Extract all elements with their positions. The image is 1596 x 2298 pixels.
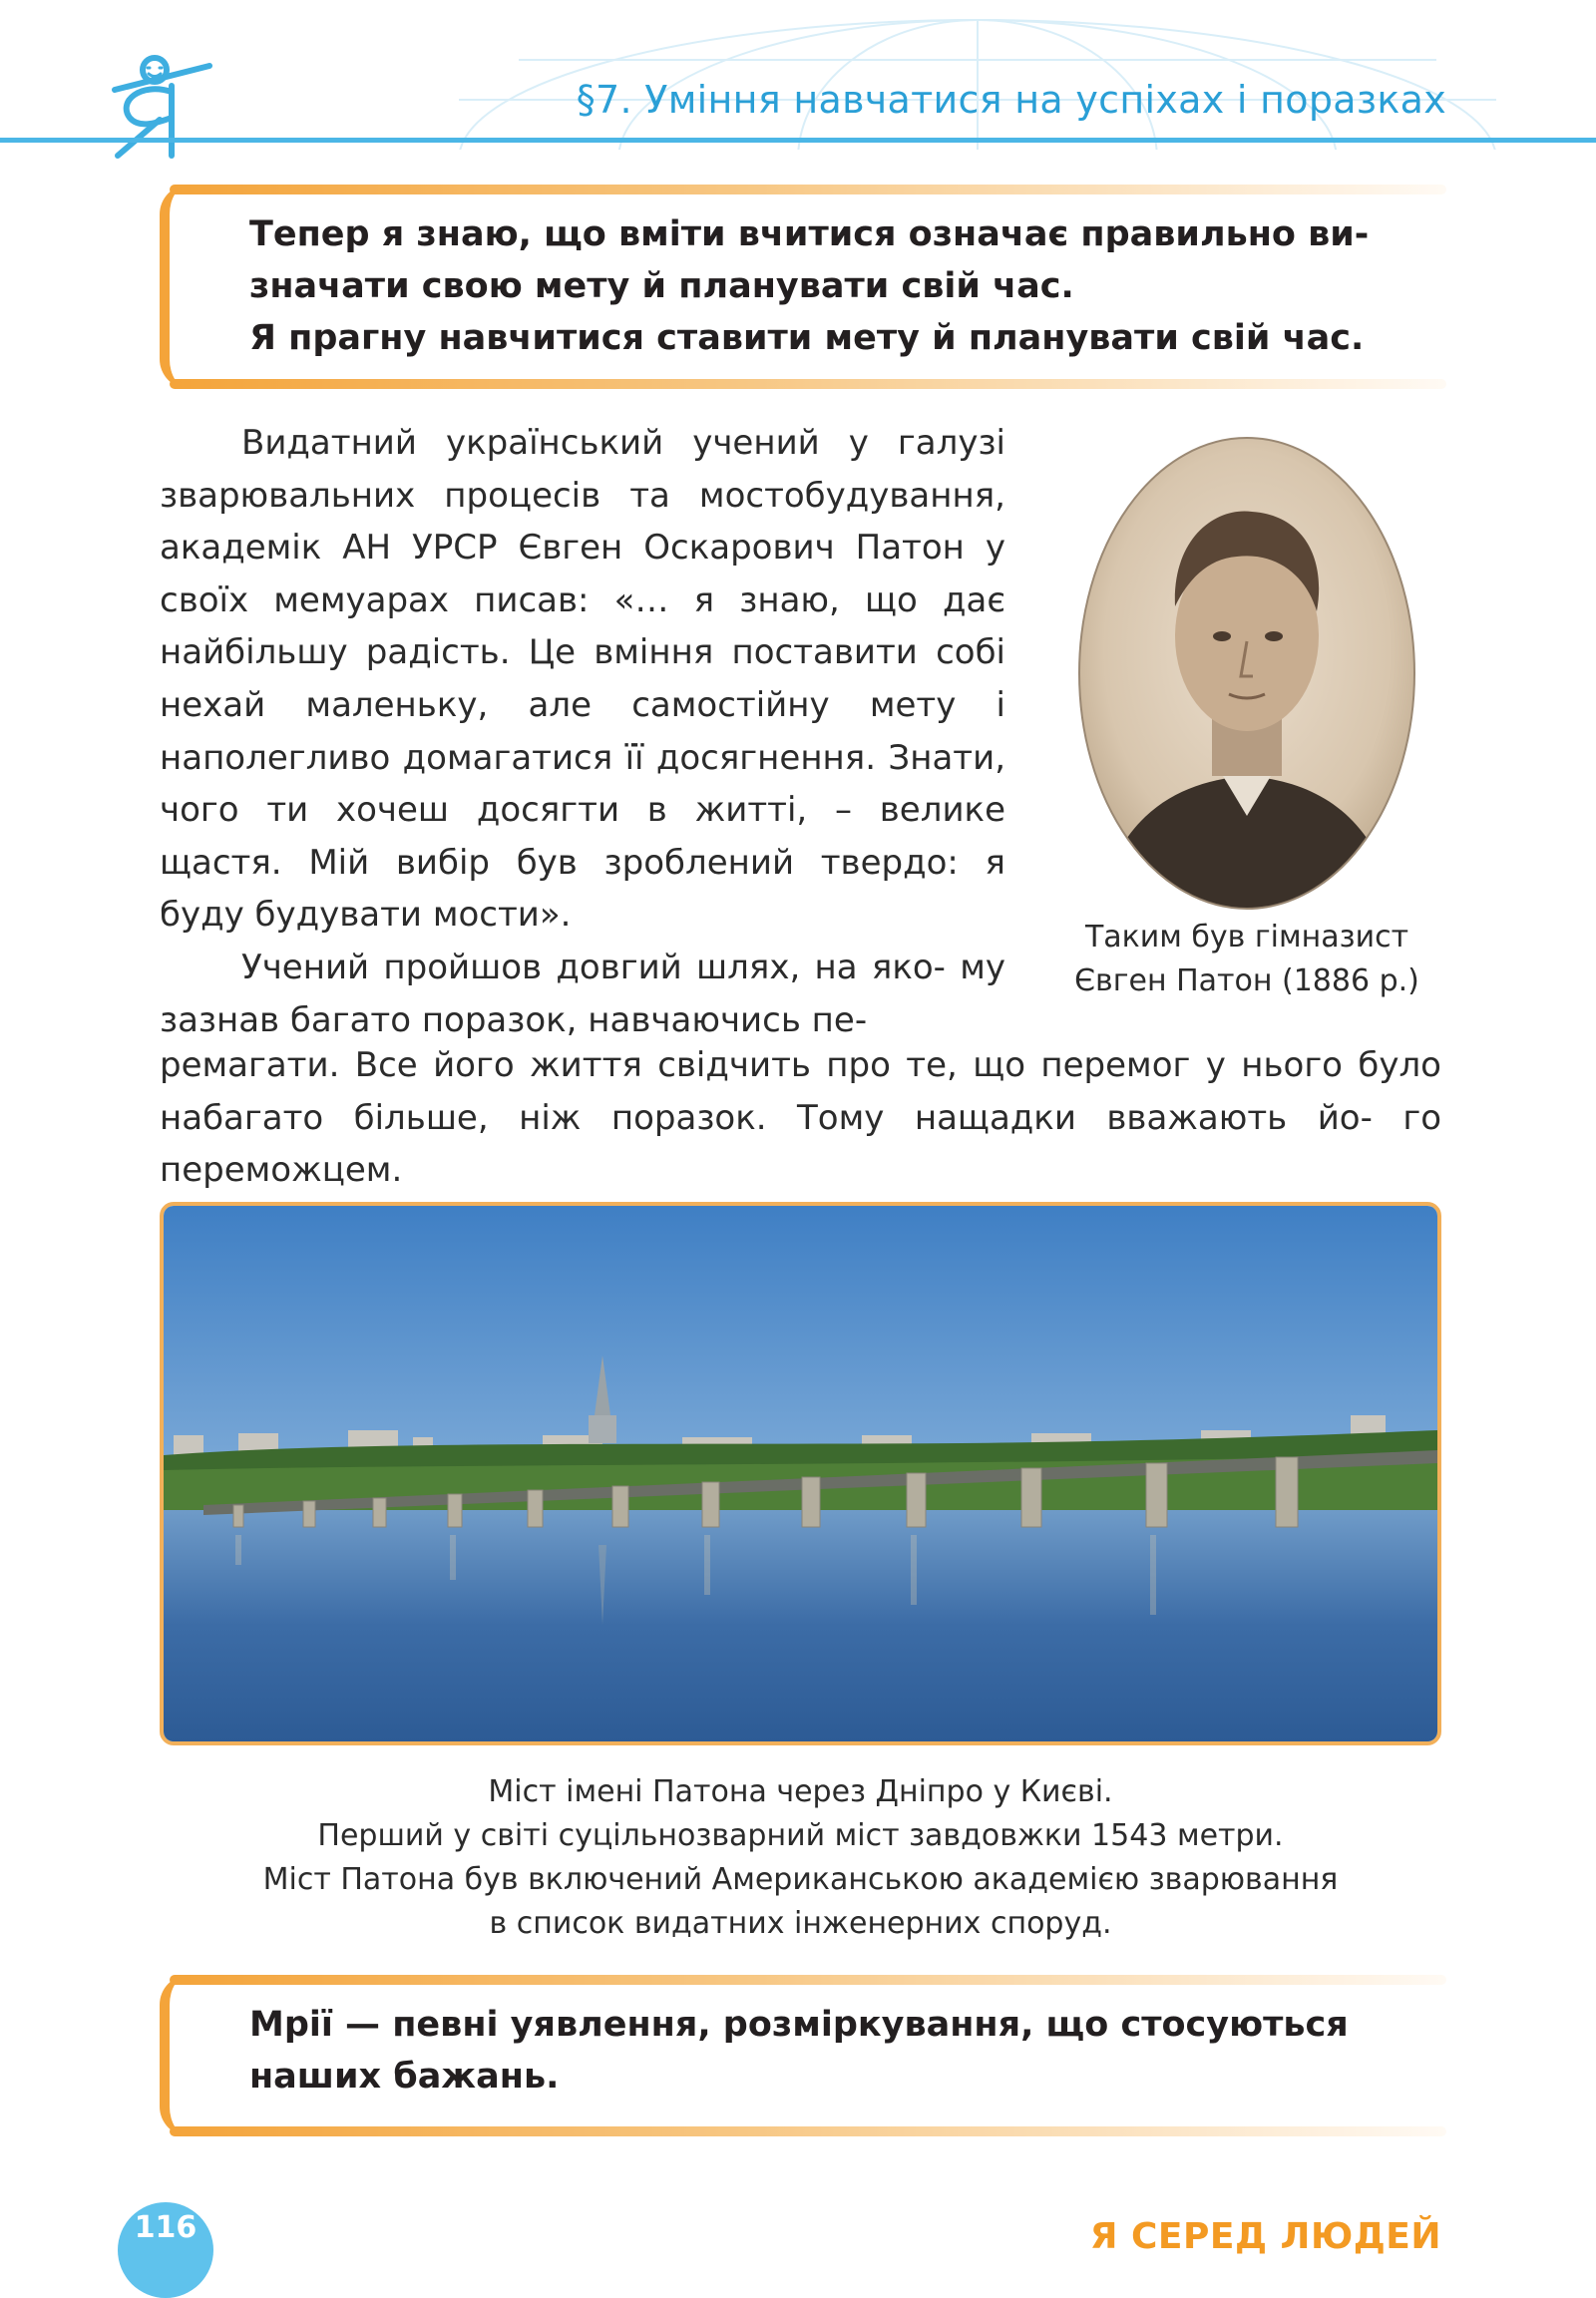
portrait-image <box>1077 437 1416 911</box>
section-title: §7. Уміння навчатися на успіхах і поразках <box>576 78 1446 122</box>
definition-line: Мрії — певні уявлення, розміркування, що стосуються <box>249 2005 1349 2045</box>
bridge-image <box>164 1206 1437 1741</box>
paragraph-path-start: Учений пройшов довгий шлях, на яко- му зазнав багато поразок, навчаючись пе- <box>160 947 1005 1040</box>
page-number: 116 <box>134 2210 198 2245</box>
globe-decoration <box>0 0 1596 150</box>
bridge-caption-line: Перший у світі суцільнозварний міст завдовжки 1543 метри. <box>317 1818 1284 1853</box>
bridge-caption <box>160 1770 1441 1946</box>
key-line: Я прагну навчитися ставити мету й планувати свій час. <box>249 318 1365 358</box>
bridge-caption-line: в список видатних інженерних споруд. <box>489 1906 1112 1941</box>
paragraph-paton-quote: Видатний український учений у галузі зварювальних процесів та мостобудування, академік АН УРСР Євген Оскарович Патон у своїх мемуарах писав: «… я знаю, що дає найбільшу радість. Це вміння поставити собі нехай маленьку, але самостійну мету і наполегливо домагатися її досягнення. Знати, чого ти хочеш досягти в житті, – велике щастя. Мій вибір був зроблений твердо: я буду будувати мости». <box>160 423 1005 936</box>
bridge-caption-line: Міст Патона був включений Американською академією зварювання <box>262 1862 1339 1897</box>
key-line: Тепер я знаю, що вміти вчитися означає правильно ви- <box>249 214 1370 254</box>
portrait-caption-line: Таким був гімназист <box>1084 920 1409 955</box>
article-text-narrow <box>160 417 1005 1046</box>
footer-section-name: Я СЕРЕД ЛЮДЕЙ <box>1089 2216 1441 2257</box>
paragraph-path-end: ремагати. Все його життя свідчить про те, що перемог у нього було набагато більше, ніж поразок. Тому нащадки вважають йо- го переможцем. <box>160 1045 1441 1191</box>
portrait-photo <box>1077 437 1416 911</box>
portrait-caption-line: Євген Патон (1886 р.) <box>1074 963 1419 998</box>
bridge-photo <box>160 1202 1441 1745</box>
page-number-badge <box>118 2202 213 2298</box>
stick-figure-ya-icon <box>100 52 219 162</box>
header-rule <box>0 138 1596 143</box>
portrait-caption <box>1027 916 1466 1003</box>
key-statement-box <box>160 185 1441 389</box>
definition-box <box>160 1975 1441 2136</box>
article-text-wide <box>160 1039 1441 1197</box>
definition-line: наших бажань. <box>249 2057 560 2097</box>
page-header <box>0 0 1596 150</box>
bridge-caption-line: Міст імені Патона через Дніпро у Києві. <box>488 1774 1113 1809</box>
key-line: значати свою мету й планувати свій час. <box>249 266 1074 306</box>
